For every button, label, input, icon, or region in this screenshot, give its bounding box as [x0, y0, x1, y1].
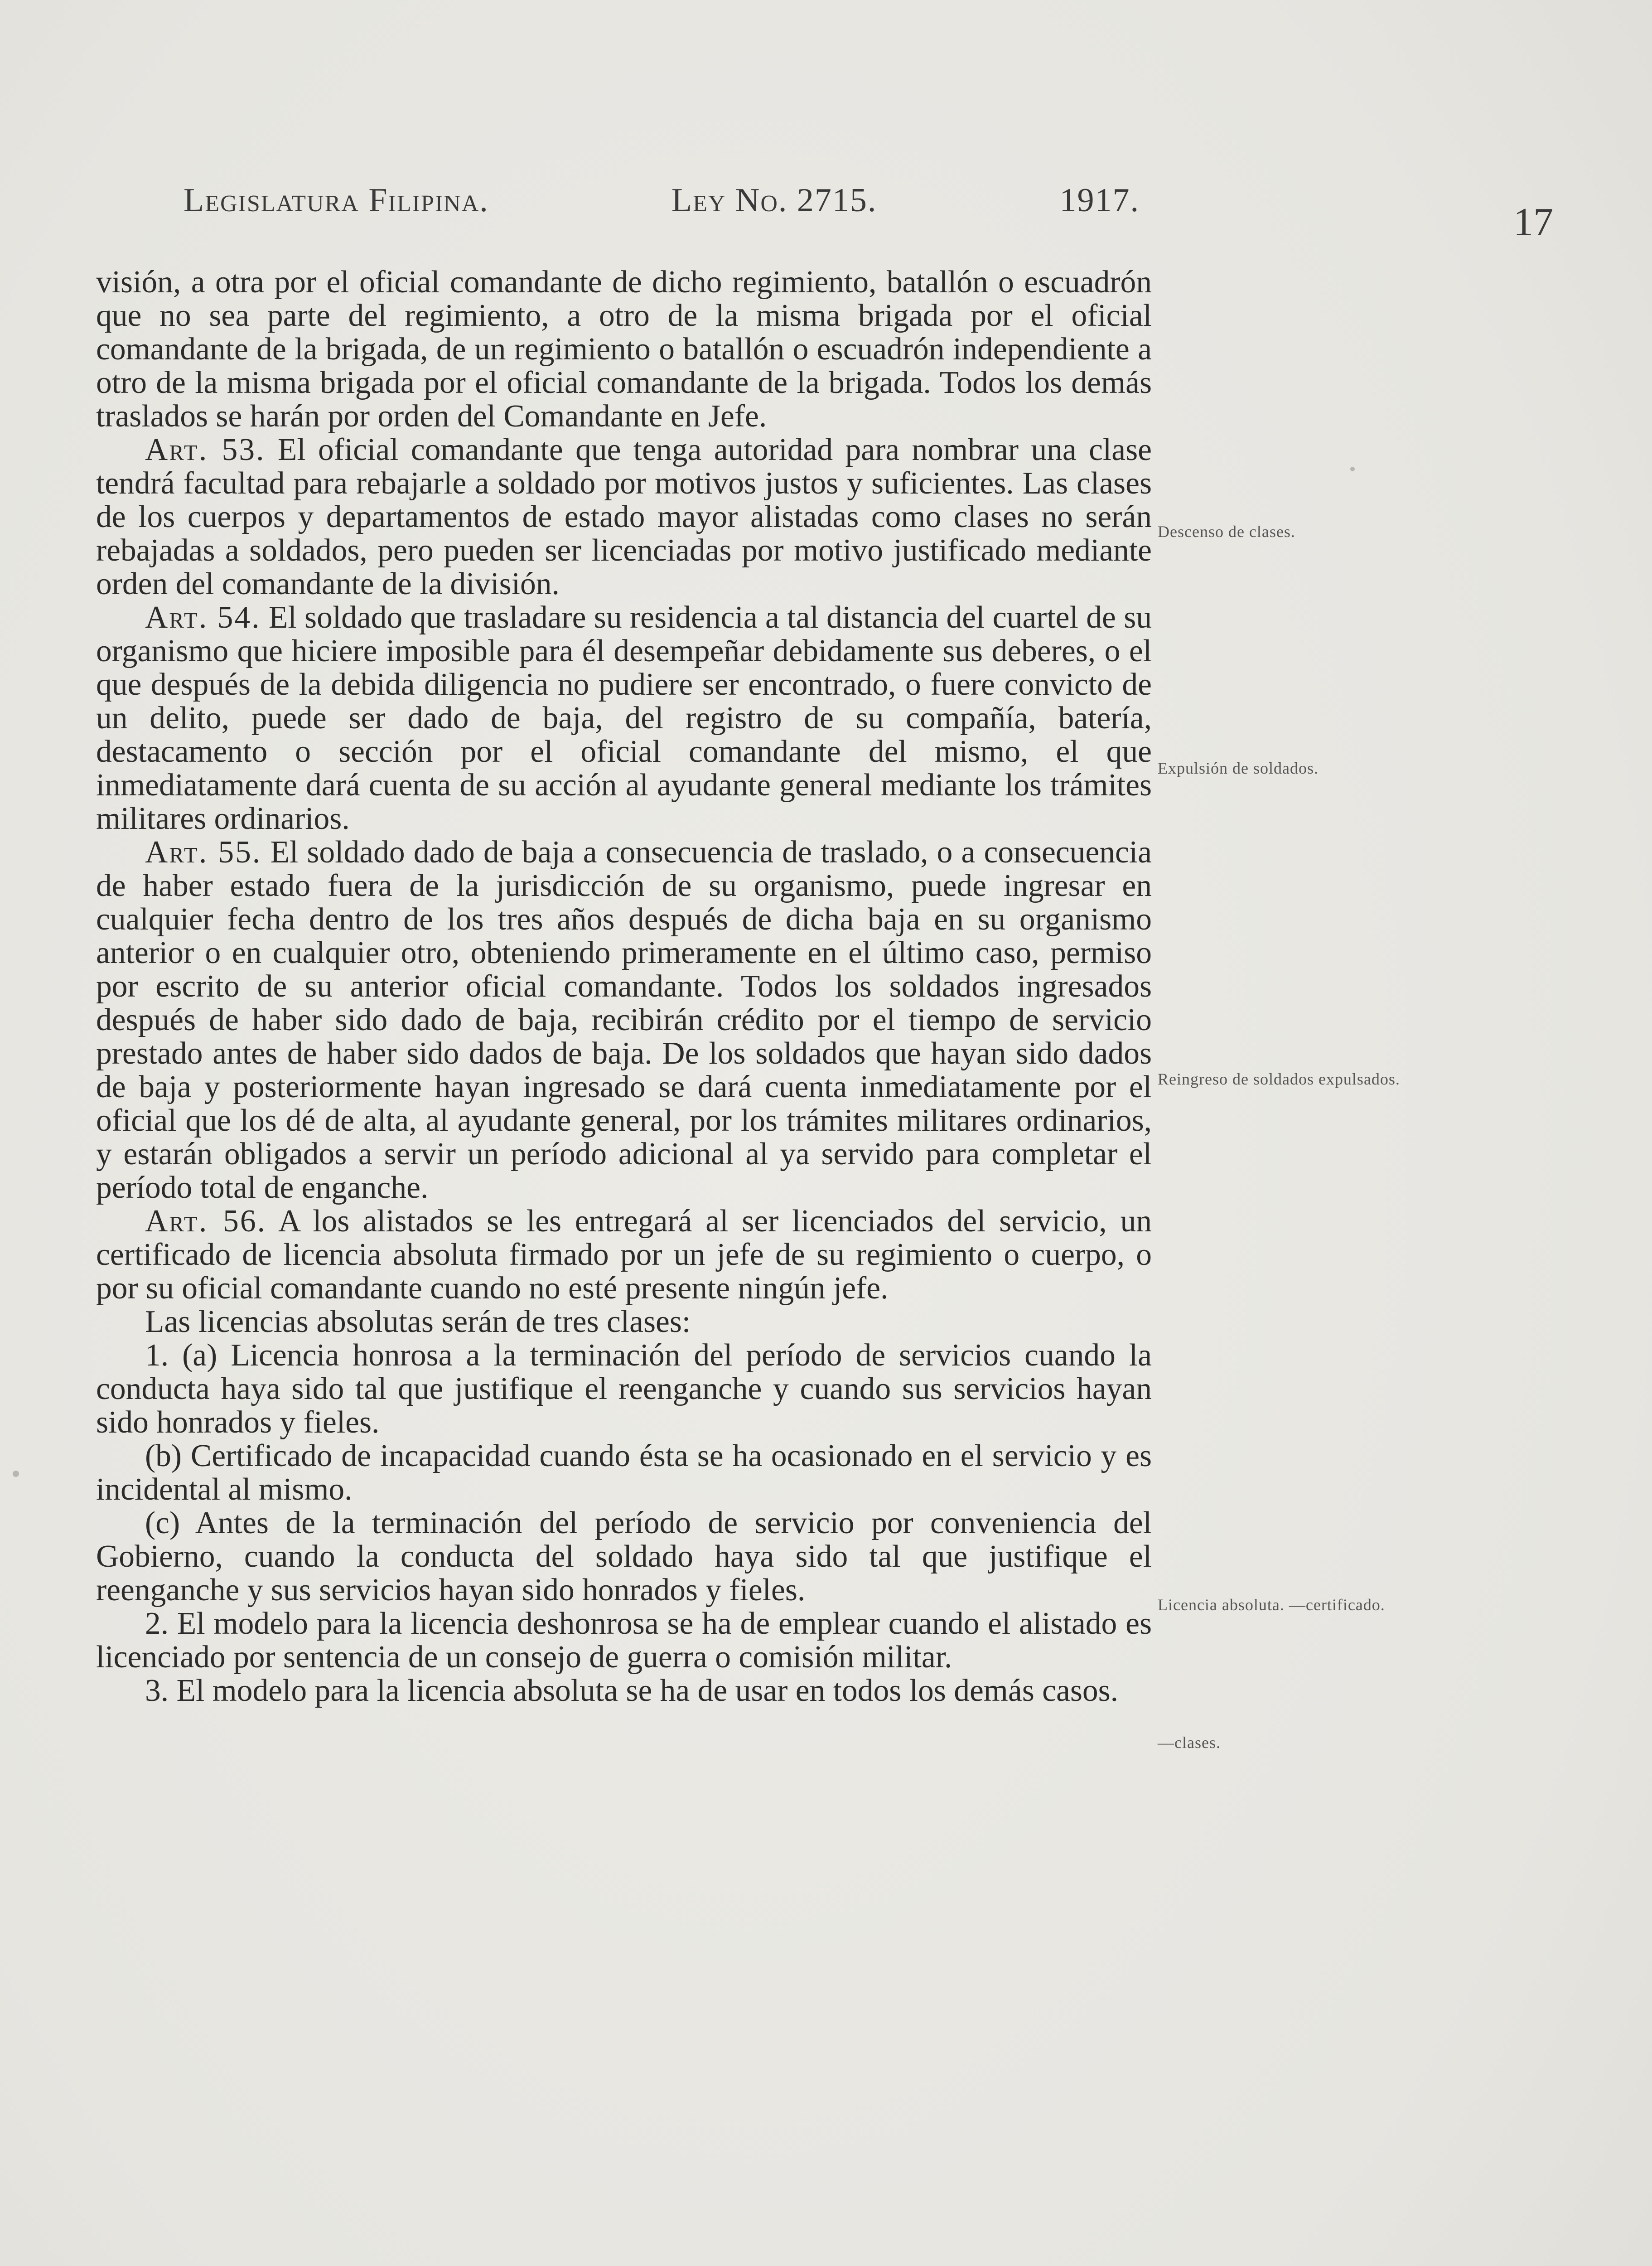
body-text: [96, 266, 1152, 1708]
header-year: 1917.: [1059, 182, 1140, 219]
paragraph-text: 2. El modelo para la licencia deshonrosa se ha de emplear cuando el alistado es licenciado por sentencia de un consejo de guerra o comisión militar.: [96, 1606, 1152, 1675]
paragraph-item-1c: [96, 1506, 1152, 1607]
paragraph-item-3: [96, 1674, 1152, 1708]
paragraph-article-56: [96, 1205, 1152, 1305]
paragraph-article-55: [96, 836, 1152, 1205]
paragraph-text: 3. El modelo para la licencia absoluta se ha de usar en todos los demás casos.: [145, 1673, 1119, 1708]
article-label: Art. 54.: [145, 600, 261, 635]
paper-speck: [1350, 467, 1355, 471]
margin-note-reingreso: Reingreso de soldados expulsados.: [1158, 1070, 1400, 1088]
margin-note-licencia: Licencia absoluta. —certificado.: [1158, 1596, 1385, 1614]
page-number: 17: [1513, 200, 1553, 244]
paragraph-text: visión, a otra por el oficial comandante de dicho regimiento, batallón o escuadrón que no sea parte del regimiento, a otro de la misma brigada por el oficial comandante de la brigada, de un regimiento o batallón o escuadrón independiente a otro de la misma brigada por el oficial comandante de la brigada. Todos los demás traslados se harán por orden del Comandante en Jefe.: [96, 265, 1152, 434]
header-law-number: Ley No. 2715.: [671, 182, 877, 219]
paper-speck: [13, 1471, 19, 1477]
running-header: [184, 181, 1140, 231]
paragraph-text: (b) Certificado de incapacidad cuando ésta se ha ocasionado en el servicio y es incidental al mismo.: [96, 1438, 1152, 1507]
paragraph-item-1a: [96, 1339, 1152, 1439]
paragraph-item-1b: [96, 1439, 1152, 1506]
paragraph-article-53: [96, 433, 1152, 601]
article-label: Art. 56.: [145, 1204, 266, 1239]
paragraph-text: 1. (a) Licencia honrosa a la terminación del período de servicios cuando la conducta haya sido tal que justifique el reenganche y cuando sus servicios hayan sido honrados y fieles.: [96, 1338, 1152, 1440]
paragraph-text: El oficial comandante que tenga autoridad para nombrar una clase tendrá facultad para rebajarle a soldado por motivos justos y suficientes. Las clases de los cuerpos y departamentos de estado mayor alistadas como clases no serán rebajadas a soldados, pero pueden ser licenciadas por motivo justificado mediante orden del comandante de la división.: [96, 432, 1152, 601]
paragraph-discharge-types: [96, 1305, 1152, 1339]
paragraph-text: A los alistados se les entregará al ser licenciados del servicio, un certificado de licencia absoluta firmado por un jefe de su regimiento o cuerpo, o por su oficial comandante cuando no esté presente ningún jefe.: [96, 1204, 1152, 1306]
paragraph-text: Las licencias absolutas serán de tres clases:: [145, 1304, 691, 1339]
margin-note-expulsion: Expulsión de soldados.: [1158, 759, 1319, 777]
paragraph-item-2: [96, 1607, 1152, 1674]
paragraph-text: (c) Antes de la terminación del período de servicio por conveniencia del Gobierno, cuando la conducta del soldado haya sido tal que justifique el reenganche y sus servicios hayan sido honrados y fieles.: [96, 1506, 1152, 1608]
paragraph-text: El soldado dado de baja a consecuencia de traslado, o a consecuencia de haber estado fuera de la jurisdicción de su organismo, puede ingresar en cualquier fecha dentro de los tres años después de dicha baja en su organismo anterior o en cualquier otro, obteniendo primeramente en el último caso, permiso por escrito de su anterior oficial comandante. Todos los soldados ingresados después de haber sido dado de baja, recibirán crédito por el tiempo de servicio prestado antes de haber sido dados de baja. De los soldados que hayan sido dados de baja y posteriormente hayan ingresado se dará cuenta inmediatamente por el oficial que los dé de alta, al ayudante general, por los trámites militares ordinarios, y estarán obligados a servir un período adicional al ya servido para completar el período total de enganche.: [96, 835, 1152, 1205]
paragraph-text: El soldado que trasladare su residencia a tal distancia del cuartel de su organismo que hiciere imposible para él desempeñar debidamente sus deberes, o el que después de la debida diligencia no pudiere ser encontrado, o fuere convicto de un delito, puede ser dado de baja, del registro de su compañía, batería, destacamento o sección por el oficial comandante del mismo, el que inmediatamente dará cuenta de su acción al ayudante general mediante los trámites militares ordinarios.: [96, 600, 1152, 836]
paragraph-continuation: [96, 266, 1152, 433]
article-label: Art. 53.: [145, 432, 266, 467]
header-legislature: Legislatura Filipina.: [184, 182, 489, 219]
article-label: Art. 55.: [145, 835, 262, 870]
margin-note-descenso: Descenso de clases.: [1158, 523, 1295, 541]
paragraph-article-54: [96, 601, 1152, 836]
margin-note-clases: —clases.: [1158, 1733, 1221, 1752]
